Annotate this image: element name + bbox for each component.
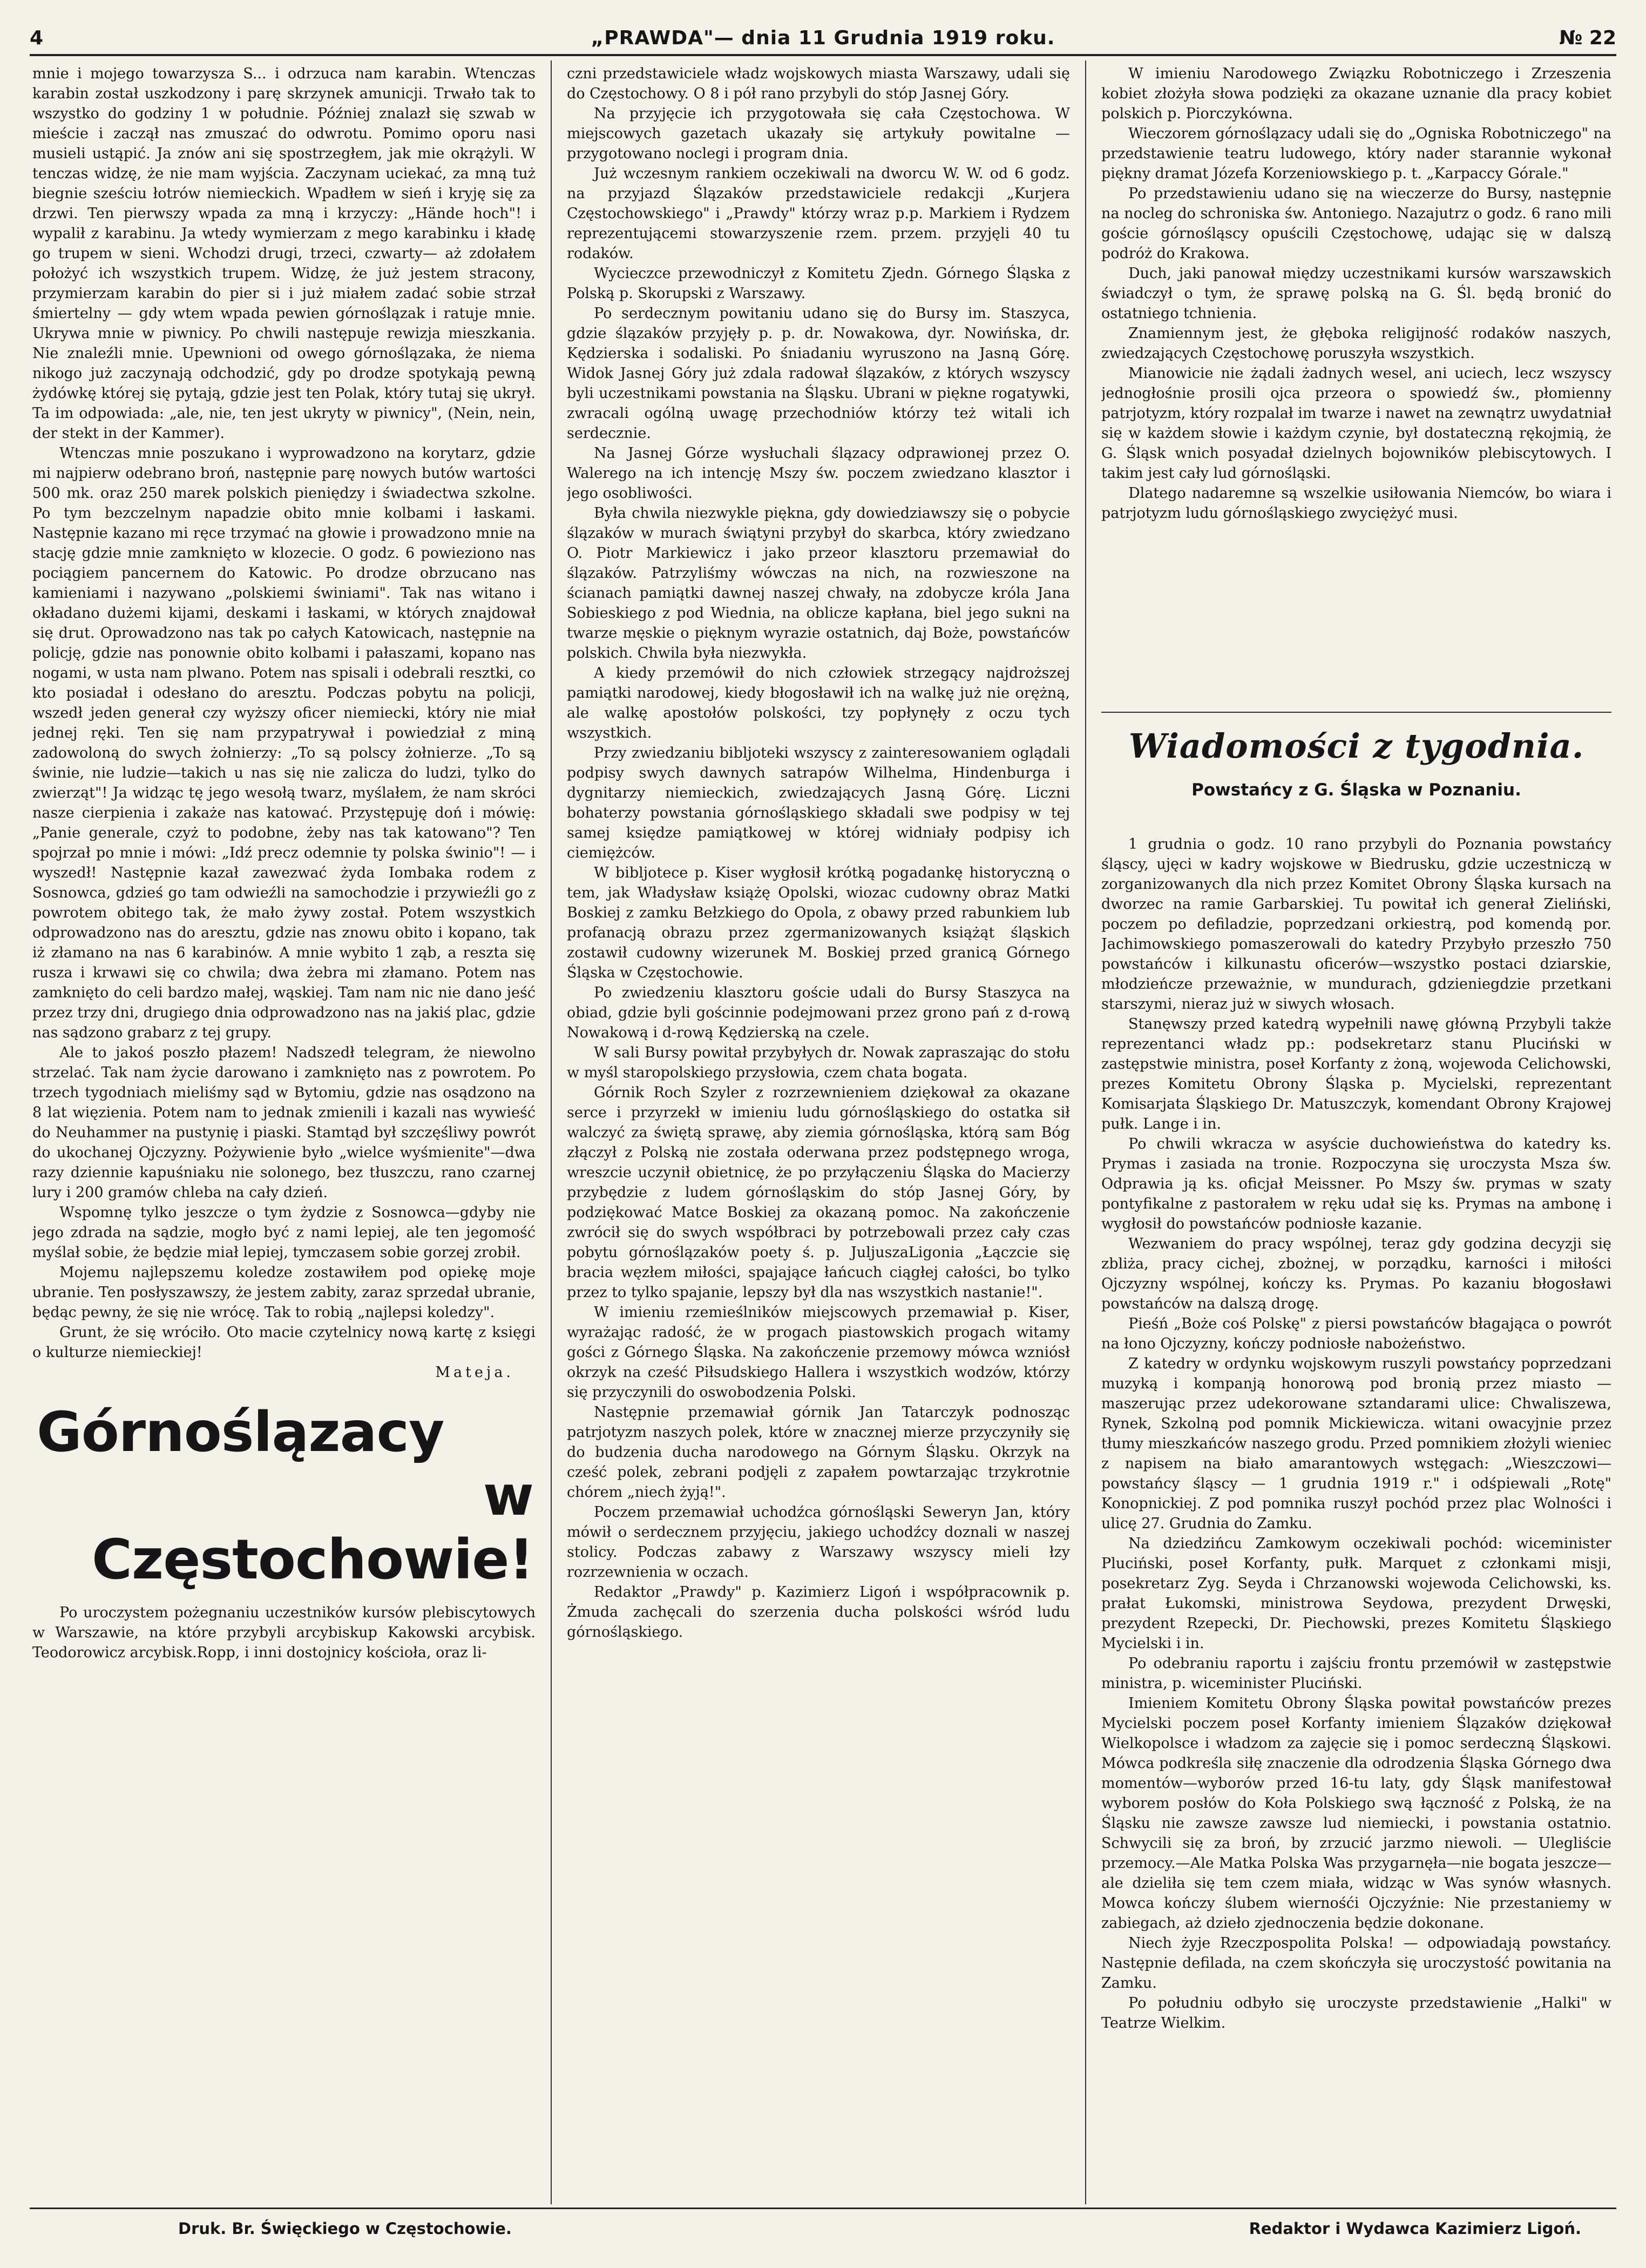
article-text: Znamiennym jest, że głęboka religijność rodaków naszych, zwiedzających Częstochowę poruszyła wszystkich. <box>1101 325 1611 362</box>
news-text: Stanęwszy przed katedrą wypełnili nawę główną Przybyli także reprezentanci władz pp.: podsekretarz stanu Pluciński w zastępstwie ministra, poseł Korfanty z żoną, wojewoda Celichowski, prezes Komitetu Obrony Śląska p. Mycielski, reprezentant Komisarjata Śląskiego Dr. Matuszczyk, komendant Obrony Krajowej pułk. Lange i in. <box>1101 1016 1611 1132</box>
column-divider-2 <box>1085 60 1086 2204</box>
article-headline <box>32 1401 536 1592</box>
article-text: Po przedstawieniu udano się na wieczerze do Bursy, następnie na nocleg do schroniska św. Antoniego. Nazajutrz o godz. 6 rano mili goście górnośląscy opuścili Częstochowę, udając się w dalszą podróż do Krakowa. <box>1101 185 1611 262</box>
news-text: Po południu odbyło się uroczyste przedstawienie „Halki" w Teatrze Wielkim. <box>1101 1995 1611 2031</box>
article-text: W sali Bursy powitał przybyłych dr. Nowak zapraszając do stołu w myśl staropolskiego przysłowia, czem chata bogata. <box>567 1044 1070 1081</box>
article-text: Następnie przemawiał górnik Jan Tatarczyk podnosząc patrjotyzm naszych polek, które w znacznej mierze przyczyniły się do budzenia ducha narodowego na Górnym Śląsku. Okrzyk na cześć polek, zebrani podjęli z zapałem powtarzając trzykrotnie chórem „niech żyją!". <box>567 1404 1070 1501</box>
news-text: Niech żyje Rzeczpospolita Polska! — odpowiadają powstańcy. Następnie defilada, na czem skończyła się uroczystość powitania na Zamku. <box>1101 1935 1611 1992</box>
issue-number: № 22 <box>1559 27 1616 49</box>
column-2 <box>567 64 1070 2199</box>
article-text: Poczem przemawiał uchodźca górnośląski Seweryn Jan, który mówił o serdecznem przyjęciu, jakiego uchodźcy doznali w naszej stolicy. Podczas zabawy z Warszawy wszyscy mieli łzy rozrzewnienia w oczach. <box>567 1504 1070 1581</box>
headline-line-2: w Częstochowie! <box>92 1464 533 1592</box>
article-text: Wspomnę tylko jeszcze o tym żydzie z Sosnowca—gdyby nie jego zdrada na sądzie, mogło być z nami lepiej, ale ten jegomość myślał sobie, że będzie miał lepiej, tymczasem sobie gorzej zrobił. <box>32 1204 536 1261</box>
masthead-date: „PRAWDA"— dnia 11 Grudnia 1919 roku. <box>591 27 1055 49</box>
editor-credit: Redaktor i Wydawca Kazimierz Ligoń. <box>1249 2219 1581 2238</box>
news-subheading: Powstańcy z G. Śląska w Poznaniu. <box>1191 780 1521 800</box>
header-rule <box>30 54 1616 56</box>
article-text: Wieczorem górnoślązacy udali się do „Ogniska Robotniczego" na przedstawienie teatru ludowego, który nader starannie wykonał piękny dramat Józefa Korzeniowskiego p. t. „Karpaccy Górale." <box>1101 125 1611 182</box>
article-text: Już wczesnym rankiem oczekiwali na dworcu W. W. od 6 godz. na przyjazd Ślązaków przedstawiciele redakcji „Kurjera Częstochowskiego" i „Prawdy" którzy wraz p.p. Markiem i Rydzem reprezentującemi stowarzyszenie rzem. przem. przyjęli 40 tu rodaków. <box>567 165 1070 262</box>
article-text: Górnik Roch Szyler z rozrzewnieniem dziękował za okazane serce i przyrzekł w imieniu ludu górnośląskiego do ostatka sił walczyć za świętą sprawę, aby ziemia górnośląska, którą sam Bóg złączył z Polską nie została oderwana przez podstępnego wroga, wreszcie uczynił obietnicę, że po przyłączeniu Śląska do Macierzy przybędzie z ludem górnośląskim do stóp Jasnej Góry, by podziękować Matce Boskiej za okazaną pomoc. Na zakończenie zwrócił się do swych współbraci by potrzebowali przez cały czas pobytu górnoślązaków poety ś. p. JuljuszaLigonia „Łączcie się bracia węzłem miłości, spajające łańcuch ciągłej całości, bo tylko przez to tylko spajanie, lepszy był dla nas wszystkich nastanie!". <box>567 1084 1070 1301</box>
article-text: Po serdecznym powitaniu udano się do Bursy im. Staszyca, gdzie ślązaków przyjęły p. p. dr. Nowakowa, dyr. Nowińska, dr. Kędzierska i sodaliski. Po śniadaniu wyruszono na Jasną Górę. Widok Jasnej Góry już zdala radował ślązaków, z których wszyscy byli uczestnikami powstania na Śląsku. Ubrani w piękne rogatywki, zwracali ogólną uwagę przechodniów którzy też witali ich serdecznie. <box>567 305 1070 442</box>
article-text: Dlatego nadaremne są wszelkie usiłowania Niemców, bo wiara i patrjotyzm ludu górnośląskiego zwyciężyć musi. <box>1101 485 1611 522</box>
article-text: czni przedstawiciele władz wojskowych miasta Warszawy, udali się do Częstochowy. O 8 i pół rano przybyli do stóp Jasnej Góry. <box>567 65 1070 102</box>
news-text: Imieniem Komitetu Obrony Śląska powitał powstańców prezes Mycielski poczem poseł Korfanty imieniem Ślązaków dziękował Wielkopolsce i władzom za zajęcie się i pomoc serdeczną Śląskowi. Mówca podkreśla siłę znaczenie dla odrodzenia Śląska Górnego dwa momentów—wyborów przed 16-tu laty, gdy Śląsk manifestował wyborem posłów do Koła Polskiego swą łączność z Polską, że na Śląsku nie zawsze zawsze lud niemiecki, i powstania ostatnio. Schwycili się za broń, by zrzucić jarzmo niewoli. — Ulegliście przemocy.—Ale Matka Polska Was przygarnęła—nie bogata jeszcze—ale dzieliła się tem czem miała, widząc w Was synów własnych. Mowca kończy ślubem wiernośći Ojczyźnie: Nie przestaniemy w zabiegach, aż dzieło zjednoczenia będzie dokonane. <box>1101 1695 1611 1932</box>
article-text: Przy zwiedzaniu bibljoteki wszyscy z zainteresowaniem oglądali podpisy swych dawnych satrapów Wilhelma, Hindenburga i dygnitarzy niemieckich, zwiedzających Jasną Górę. Liczni bohaterzy powstania górnośląskiego składali swe podpisy w tej samej księdze pamiątkowej w której widniały podpisy ich ciemiężców. <box>567 745 1070 861</box>
column-3-news <box>1101 834 1611 2199</box>
article-text: Po uroczystem pożegnaniu uczestników kursów plebiscytowych w Warszawie, na które przybyli arcybiskup Kakowski arcybisk. Teodorowicz arcybisk.Ropp, i inni dostojnicy kościoła, oraz li- <box>32 1604 536 1661</box>
article-text: Była chwila niezwykle piękna, gdy dowiedziawszy się o pobycie ślązaków w murach świątyni przybył do skarbca, który zwiedzano O. Piotr Markiewicz i jako przeor klasztoru przemawiał do ślązaków. Patrzyliśmy wówczas na nich, na rozwieszone na ścianach pamiątki dawnej naszej chwały, na zdobycze króla Jana Sobieskiego z pod Wiednia, na oblicze kapłana, biel jego sukni na twarze męskie o pięknym wyrazie ostatnich, daj Boże, powstańców polskich. Chwila była niezwykła. <box>567 505 1070 662</box>
article-signature: Mateja. <box>435 1364 514 1381</box>
footer-rule <box>30 2208 1616 2209</box>
article-text: Ale to jakoś poszło płazem! Nadszedł telegram, że niewolno strzelać. Tak nam życie darowano i zamknięto nas z powrotem. Po trzech tygodniach mieliśmy sąd w Bytomiu, gdzie nas osądzono na 8 lat więzienia. Potem nam to jednak zmienili i kazali nas wywieść do Neuhammer na pustynię i piaski. Stamtąd był szczęśliwy powrót do ukochanej Ojczyzny. Pożywienie było „wielce wyśmienite"—dwa razy dziennie kapuśniaku nie solonego, bez tłuszczu, rano czarnej lury i 200 gramów chleba na cały dzień. <box>32 1044 536 1201</box>
article-text: Redaktor „Prawdy" p. Kazimierz Ligoń i współpracownik p. Żmuda zachęcali do szerzenia ducha polskości wśród ludu górnośląskiego. <box>567 1584 1070 1641</box>
section-title: Wiadomości z tygodnia. <box>1128 726 1584 766</box>
article-text: W imieniu Narodowego Związku Robotniczego i Zrzeszenia kobiet złożyła słowa podzięki za okazane uznanie dla pracy kobiet polskich p. Piorczykówna. <box>1101 65 1611 122</box>
article-text: Wtenczas mnie poszukano i wyprowadzono na korytarz, gdzie mi najpierw odebrano broń, następnie parę nowych butów wartości 500 mk. oraz 250 marek polskich pieniędzy i świadectwa szkolne. Po tym bezczelnym napadzie obito mnie kolbami i łaskami. Następnie kazano mi ręce trzymać na głowie i prowadzono mnie na stację gdzie mnie zamknięto w klozecie. O godz. 6 powieziono nas pociągiem pancernem do Katowic. Po drodze obrzucano nas kamieniami i nazywano „polskiemi świniami". Tak nas witano i okładano dużemi kijami, deskami i łaskami, w których znajdował się drut. Oprowadzono nas tak po całych Katowicach, następnie na policję, gdzie nas ponownie obito kolbami i pałaszami, kopano nas nogami, w usta nam plwano. Potem nas spisali i odebrali resztki, co kto posiadał i odesłano do aresztu. Podczas pobytu na policji, wszedł jeden generał czy wyższy oficer niemiecki, który nie miał jednej ręki. Ten się nam przypatrywał i powiedział z miną zadowoloną do swych żołnierzy: „To są polscy żołnierze. „To są świnie, nie ludzie—takich u nas się nie zalicza do ludzi, tylko do zwierząt"! Ja widząc tę jego wesołą twarz, myślałem, że nam skróci nasze cierpienia i zakaże nas katować. Przystępuję doń i mówię: „Panie generale, czyż to podobne, żeby nas tak katowano"? Ten spojrzał po mnie i mówi: „Idź precz odemnie ty polska świnio"! — i wyszedł! Następnie kazał zawezwać żyda Iombaka rodem z Sosnowca, gdzieś go tam odwieźli na samochodzie i przywieźli go z powrotem obitego tak, że mało żywy został. Potem wszystkich odprowadzono nas do aresztu, gdzie nas znowu obito i kopano, tak iż złamano na nas 6 karabinów. A mnie wybito 1 ząb, a reszta się rusza i krwawi się co chwila; dwa żebra mi złamano. Potem nas zamknięto do celi bardzo małej, wąskiej. Tam nam nic nie dano jeść przez trzy dni, drugiego dnia odprowadzono nas na jakiś plac, gdzie nas sądzono grabarz z tej grupy. <box>32 445 536 1041</box>
article-text: Na przyjęcie ich przygotowała się cała Częstochowa. W miejscowych gazetach ukazały się artykuły powitalne — przygotowano noclegi i program dnia. <box>567 105 1070 162</box>
article-text: Grunt, że się wróciło. Oto macie czytelnicy nową kartę z księgi o kulturze niemieckiej! <box>32 1324 536 1361</box>
page-number: 4 <box>30 27 44 49</box>
article-text: A kiedy przemówił do nich człowiek strzegący najdroższej pamiątki narodowej, kiedy błogosławił ich na walkę już nie orężną, ale walkę apostołów polskości, tzy popłynęły z oczu tych wszystkich. <box>567 665 1070 741</box>
column-divider-1 <box>551 60 552 2204</box>
article-text: W bibljotece p. Kiser wygłosił krótką pogadankę historyczną o tem, jak Władysław książę Opolski, wiozac cudowny obraz Matki Boskiej z zamku Bełzkiego do Opola, z obawy przed rabunkiem lub profanacją obrazu przez zgermanizowanych książąt śląskich zostawił cudowny wizerunek M. Boskiej przed granicą Górnego Śląska w Częstochowie. <box>567 865 1070 981</box>
article-text: W imieniu rzemieślników miejscowych przemawiał p. Kiser, wyrażając radość, że w progach piastowskich progach witamy gości z Górnego Śląska. Na zakończenie przemowy mówca wzniósł okrzyk na cześć Piłsudskiego Hallera i wszystkich wodzów, którzy się przyczynili do oswobodzenia Polski. <box>567 1304 1070 1401</box>
headline-line-1: Górnoślązacy <box>37 1400 444 1464</box>
news-text: 1 grudnia o godz. 10 rano przybyli do Poznania powstańcy śląscy, ujęci w kadry wojskowe w Biedrusku, gdzie uczestniczą w zorganizowanych dla nich przez Komitet Obrony Śląska kursach na dworzec na ramie Garbarskiej. Tu powitał ich generał Zieliński, poczem po defiladzie, poprzedzani orkiestrą, pod komendą por. Jachimowskiego pomaszerowali do katedry Przybyło przeszło 750 powstańców i kilkunastu oficerów—wszystko postaci dziarskie, młodzieńcze przeważnie, w mundurach, gdzieniegdzie przetkani starszymi, nieraz już w siwych włosach. <box>1101 836 1611 1013</box>
article-text: mnie i mojego towarzysza S... i odrzuca nam karabin. Wtenczas karabin został uszkodzony i parę skrzynek amunicji. Trwało tak to wszystko do godziny 1 w południe. Później znalazł się szwab w mieście i zaczął nas zmuszać do odwrotu. Pomimo oporu nasi musieli ustąpić. Ja znów ani się spostrzegłem, jak mie okrążyli. W tenczas widzę, że nie mam wyjścia. Zaczynam uciekać, za mną tuż biegnie sześciu łotrów niemieckich. Wpadłem w sień i kryję się za drzwi. Ten pierwszy wpada za mną i krzyczy: „Hände hoch"! i wypalił z karabinu. Ja wtedy wymierzam z mego karabinku i kładę go trupem w sieni. Wchodzi drugi, trzeci, czwarty— aż zdołałem położyć ich wszystkich trupem. Widzę, że już jestem stracony, przymierzam karabin do pier si i już miałem zadać sobie strzał śmiertelny — gdy wtem wpada pewien górnoślązak i ratuje mnie. Ukrywa mnie w piwnicy. Po chwili następuje rewizja mieszkania. Nie znaleźli mnie. Upewnioni od owego górnoślązaka, że niema nikogo już zaczynają odchodzić, gdy po drodze spotykają pewną żydówkę której się pytają, gdzie jest ten Polak, który tutaj się ukrył. Ta im odpowiada: „ale, nie, ten jest ukryty w piwnicy", (Nein, nein, der stekt in der Kammer). <box>32 65 536 442</box>
news-text: Wezwaniem do pracy wspólnej, teraz gdy godzina decyzji się zbliża, pracy cichej, zbożnej, w porządku, karności i miłości Ojczyzny wspólnej, kończy ks. Prymas. Po kazaniu błogosławi powstańców na dalszą drogę. <box>1101 1236 1611 1312</box>
article-text: Wycieczce przewodniczył z Komitetu Zjedn. Górnego Śląska z Polską p. Skorupski z Warszawy. <box>567 265 1070 302</box>
article-text: Po zwiedzeniu klasztoru goście udali do Bursy Staszyca na obiad, gdzie byli gościnnie podejmowani przez grono pań z d-rową Nowakową i d-rową Kędzierską na czele. <box>567 984 1070 1041</box>
article-text: Duch, jaki panował między uczestnikami kursów warszawskich świadczył o tym, że sprawę polską na G. Śl. będą bronić do ostatniego tchnienia. <box>1101 265 1611 322</box>
printer-credit: Druk. Br. Święckiego w Częstochowie. <box>178 2219 512 2238</box>
column-3-top <box>1101 64 1611 728</box>
article-text: Mojemu najlepszemu koledze zostawiłem pod opiekę moje ubranie. Ten posłyszawszy, że jestem zabity, zaraz sprzedał ubranie, będąc pewny, że się nie wrócę. Tak to robią „najlepsi koledzy". <box>32 1264 536 1321</box>
news-text: Pieśń „Boże coś Polskę" z piersi powstańców błagająca o powrót na łono Ojczyzny, kończy podniosłe nabożeństwo. <box>1101 1315 1611 1352</box>
column-1 <box>32 64 536 2199</box>
news-text: Po chwili wkracza w asyście duchowieństwa do katedry ks. Prymas i zasiada na tronie. Rozpoczyna się uroczysta Msza św. Odprawia ją ks. oficjał Meissner. Po Mszy św. prymas w szaty pontyfikalne z pastorałem w ręku udał się ks. Prymas na ambonę i wygłosił do powstańców podniosłe kazanie. <box>1101 1136 1611 1232</box>
running-header <box>30 22 1616 57</box>
section-divider <box>1101 712 1611 713</box>
news-text: Po odebraniu raportu i zajściu frontu przemówił w zastępstwie ministra, p. wiceminister Pluciński. <box>1101 1655 1611 1692</box>
article-text: Mianowicie nie żądali żadnych wesel, ani uciech, lecz wszyscy jednogłośnie prosili ojca przeora o spowiedź św., płomienny patrjotyzm, który rozpalał im twarze i nawet na zewnątrz uwydatniał się w każdem słowie i każdym czynie, był dostateczną rękojmią, że G. Śląsk wnich posyadał dzielnych bojowników plebiscytowych. I takim jest cały lud górnośląski. <box>1101 365 1611 482</box>
news-text: Z katedry w ordynku wojskowym ruszyli powstańcy poprzedzani muzyką i kompanją honorową pod bronią przez miasto — maszerując przez udekorowane sztandarami ulice: Chwaliszewa, Rynek, Szkolną pod pomnik Mickiewicza. witani owacyjnie przez tłumy mieszkańców naszego grodu. Przed pomnikiem złożyli wieniec z napisem na biało amarantowych wstęgach: „Wieszczowi—powstańcy śląscy — 1 grudnia 1919 r." i odśpiewali „Rotę" Konopnickiej. Z pod pomnika ruszył pochód przez plac Wolności i ulicę 27. Grudnia do Zamku. <box>1101 1355 1611 1532</box>
news-text: Na dziedzińcu Zamkowym oczekiwali pochód: wiceminister Pluciński, poseł Korfanty, pułk. Marquet z członkami misji, posekretarz Zyg. Seyda i Chrzanowski wojewoda Celichowski, ks. prałat Łukomski, ministrowa Seydowa, prezydent Drwęski, prezydent Rzepecki, Dr. Piechowski, prezes Komitetu Śląskiego Mycielski i in. <box>1101 1535 1611 1652</box>
article-text: Na Jasnej Górze wysłuchali ślązacy odprawionej przez O. Walerego na ich intencję Mszy św. poczem zwiedzano klasztor i jego osobliwości. <box>567 445 1070 502</box>
